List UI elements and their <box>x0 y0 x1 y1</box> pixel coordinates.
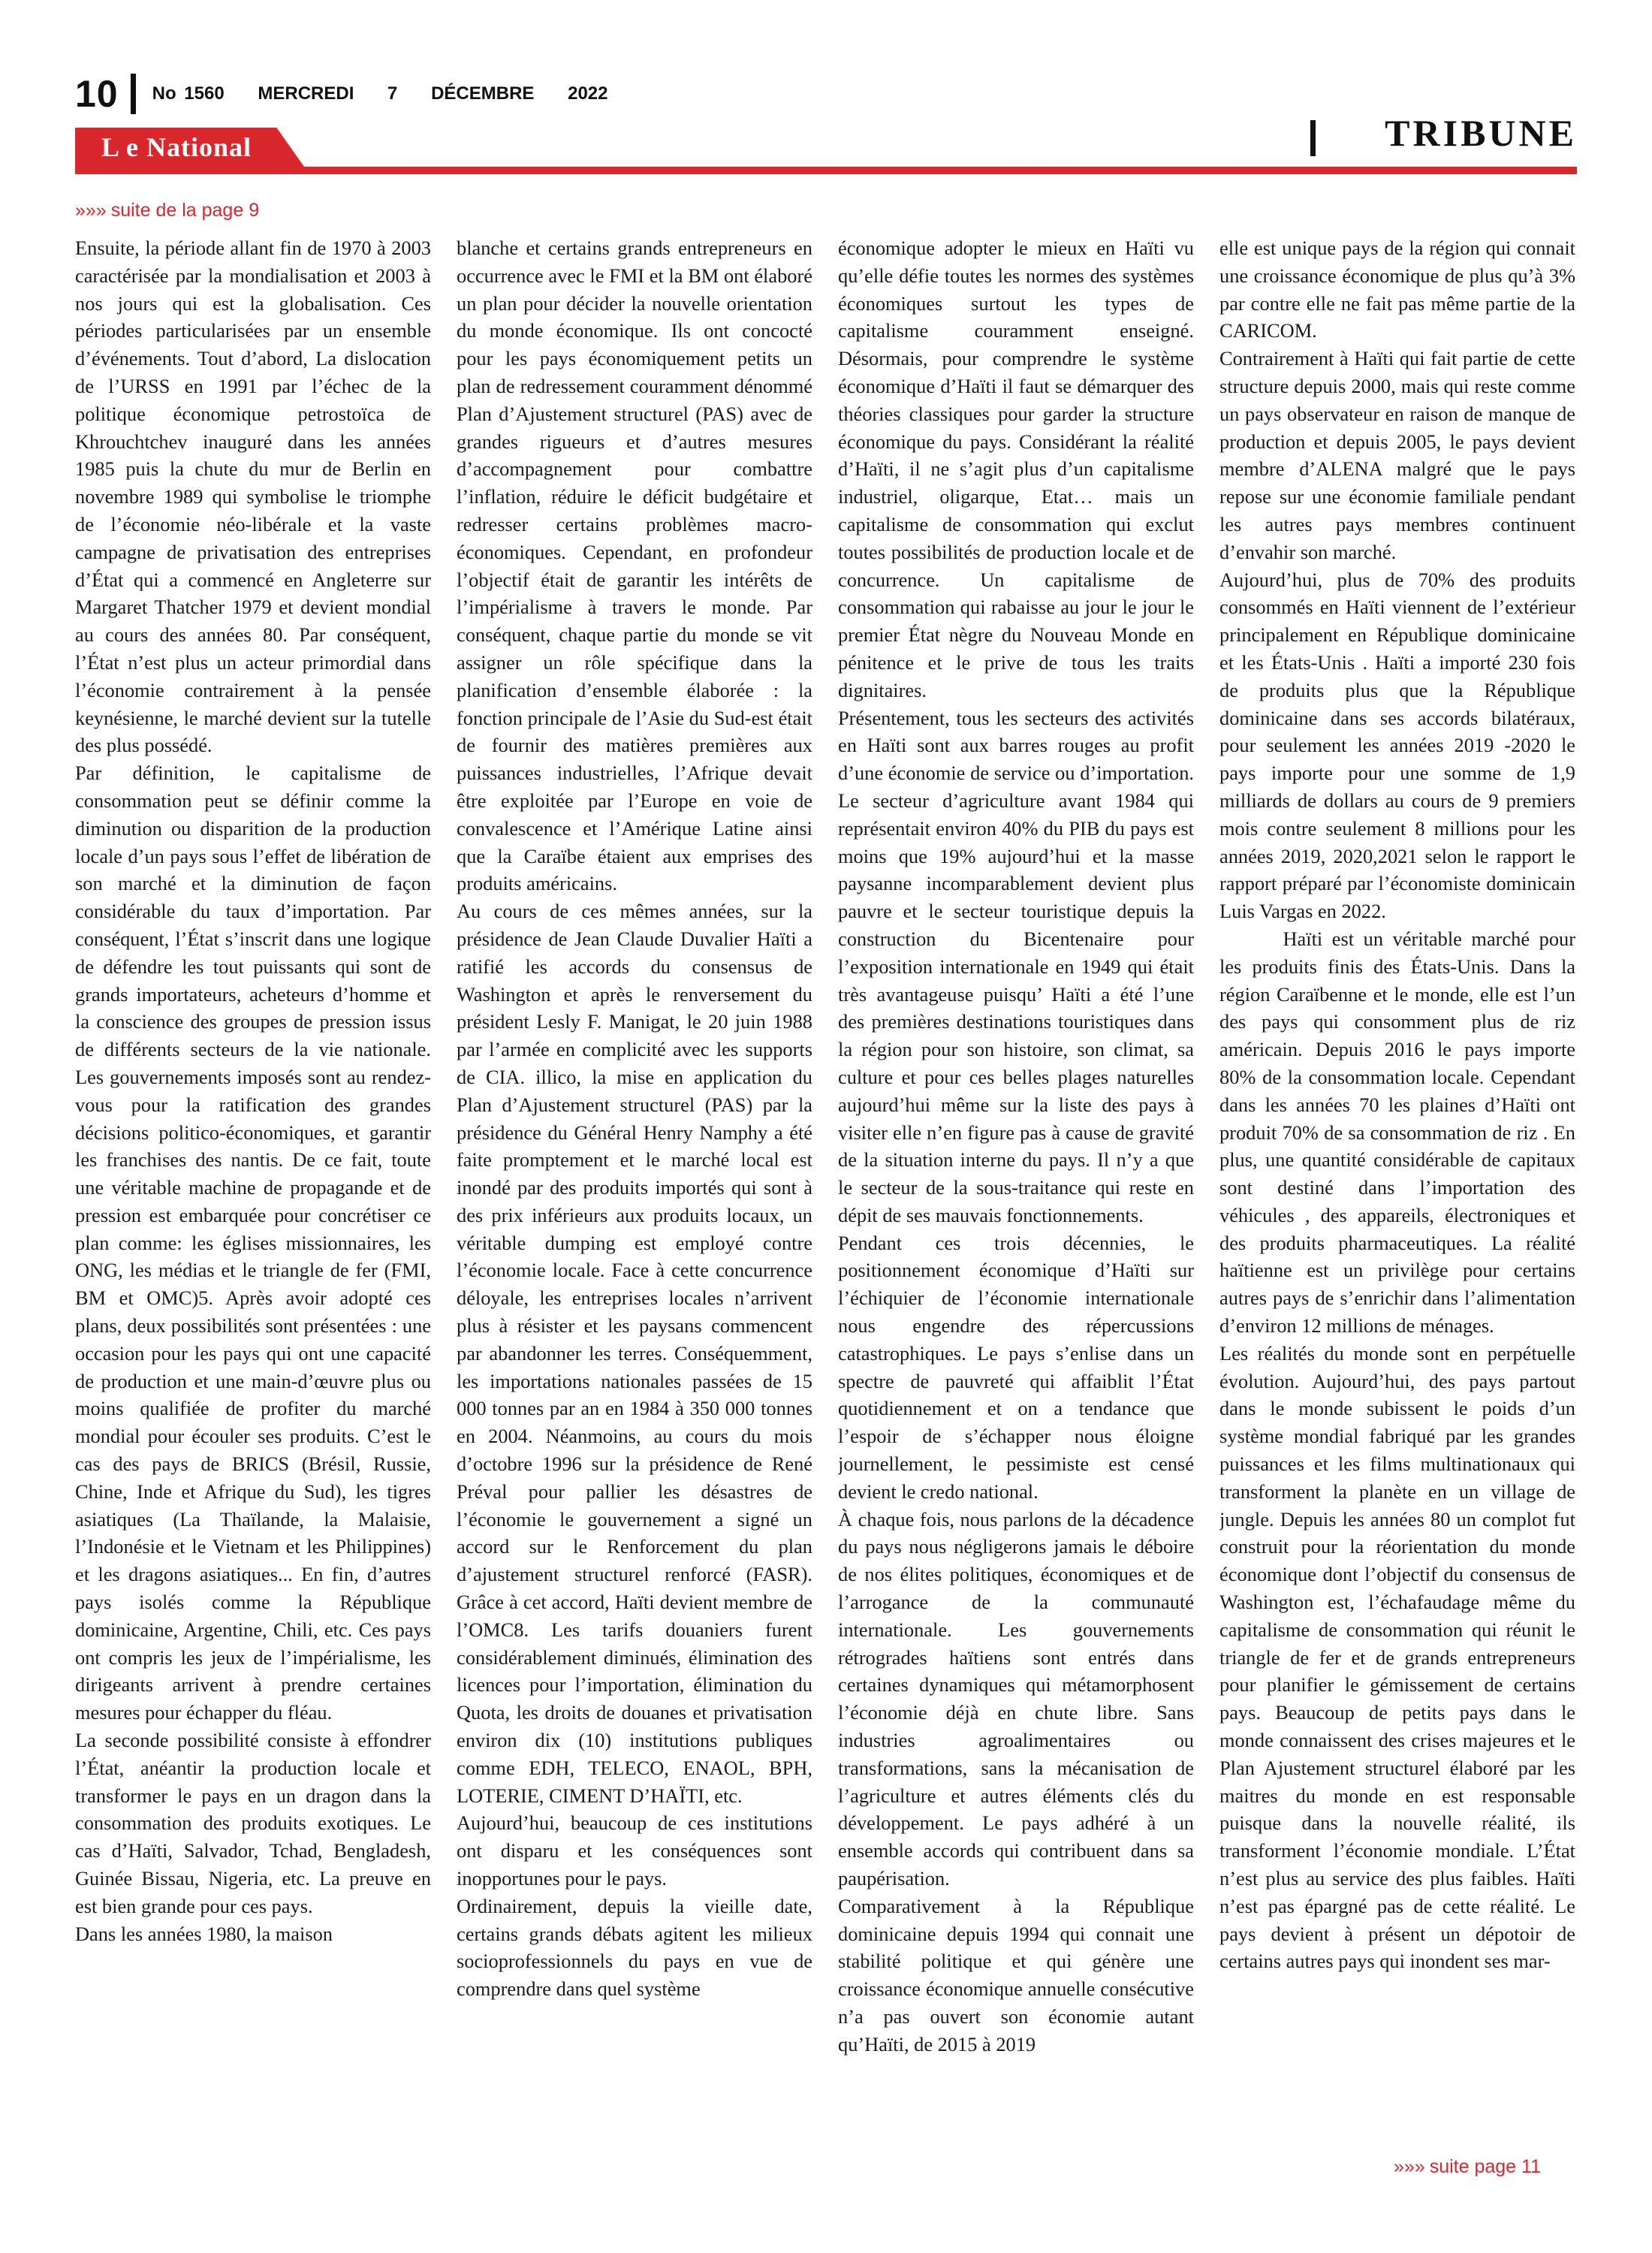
paragraph: Aujourd’hui, plus de 70% des produits consommés en Haïti viennent de l’extérieur principalement en République dominicaine et les États-Unis . Haïti a importé 230 fois de produits plus que la République dominicaine dans ses accords bilatéraux, pour seulement les années 2019 -2020 le pays importe pour une somme de 1,9 milliards de dollars au cours de 9 premiers mois contre seulement 8 millions pour les années 2019, 2020,2021 selon le rapport le rapport préparé par l’économiste dominicain Luis Vargas en 2022. <box>1219 568 1575 923</box>
paragraph: elle est unique pays de la région qui connait une croissance économique de plus qu’à 3% par contre elle ne fait pas même partie de la CARICOM. <box>1219 237 1575 342</box>
issue-year: 2022 <box>568 83 608 104</box>
paragraph: Ordinairement, depuis la vieille date, certains grands débats agitent les milieux socioprofessionnels du pays en vue de comprendre dans quel système <box>457 1894 812 2001</box>
paragraph: Présentement, tous les secteurs des activités en Haïti sont aux barres rouges au profit d’une économie de service ou d’importation. Le secteur d’agriculture avant 1984 qui représentait environ 40% du PIB du pays est moins que 19% aujourd’hui et la masse paysanne incomparablement devient plus pauvre et le secteur touristique depuis la construction du Bicentenaire pour l’exposition internationale en 1949 qui était très avantageuse puisqu’ Haïti a été l’une des premières destinations touristiques dans la région pour son histoire, son climat, sa culture et pour ces belles plages naturelles aujourd’hui même sur la liste des pays à visiter elle n’en figure pas à cause de gravité de la situation interne du pays. Il n’y a que le secteur de la sous-traitance qui reste en dépit de ses mauvais fonctionnements. <box>838 706 1194 1226</box>
paragraph: Comparativement à la République dominicaine depuis 1994 qui connait une stabilité politique et qui génère une croissance économique annuelle consécutive n’a pas ouvert son économie autant qu’Haïti, de 2015 à 2019 <box>838 1894 1194 2055</box>
continued-to <box>1394 2156 1541 2178</box>
paragraph: À chaque fois, nous parlons de la décadence du pays nous négligerons jamais le déboire de nos élites politiques, économiques et de l’arrogance de la communauté internationale. Les gouvernements rétrogrades haïtiens sont entrés dans certaines dynamiques qui métamorphosent l’économie déjà en chute libre. Sans industries agroalimentaires ou transformations, sans la mécanisation de l’agriculture et autres éléments clés du développement. Le pays adhéré à un ensemble accords qui contribuent dans sa paupérisation. <box>838 1507 1194 1890</box>
paragraph: Contrairement à Haïti qui fait partie de cette structure depuis 2000, mais qui reste comme un pays observateur en raison de manque de production et depuis 2005, le pays devient membre d’ALENA malgré que le pays repose sur une économie familiale pendant les autres pays membres continuent d’envahir son marché. <box>1219 347 1575 563</box>
issue-month: DÉCEMBRE <box>431 83 535 104</box>
paragraph: Pendant ces trois décennies, le positionnement économique d’Haïti sur l’échiquier de l’économie internationale nous engendre des répercussions catastrophiques. Le pays s’enlise dans un spectre de pauvreté qui affaiblit l’État quotidiennement et on a tendance que l’espoir de s’échapper nous éloigne journellement, le pessimiste est censé devient le credo national. <box>838 1231 1194 1503</box>
issue-meta <box>152 83 634 104</box>
page-header <box>75 71 633 116</box>
paragraph: La seconde possibilité consiste à effondrer l’État, anéantir la production locale et transformer le pays en un dragon dans la consommation des produits exotiques. Le cas d’Haïti, Salvador, Tchad, Bengladesh, Guinée Bissau, Nigeria, etc. La preuve en est bien grande pour ces pays. <box>75 1729 431 1917</box>
paragraph: Dans les années 1980, la maison <box>75 1922 333 1945</box>
article-column-1 <box>75 234 431 2127</box>
issue-day: 7 <box>387 83 398 104</box>
paragraph: blanche et certains grands entrepreneurs en occurrence avec le FMI et la BM ont élaboré un plan pour décider la nouvelle orientation du monde économique. Ils ont concocté pour les pays économiquement petits un plan de redressement couramment dénommé Plan d’Ajustement structurel (PAS) avec de grandes rigueurs et d’autres mesures d’accompagnement pour combattre l’inflation, réduire le déficit budgétaire et redresser certains problèmes macro-économiques. Cependant, en profondeur l’objectif était de garantir les intérêts de l’impérialisme à travers le monde. Par conséquent, chaque partie du monde se vit assigner un rôle spécifique dans la planification d’ensemble élaborée : la fonction principale de l’Asie du Sud-est était de fournir des matières premières aux puissances industrielles, l’Afrique devait être exploitée par l’Europe en voie de convalescence et l’Amérique Latine ainsi que la Caraïbe étaient aux emprises des produits américains. <box>457 237 812 895</box>
issue-number: No 1560 <box>152 83 225 104</box>
section-title: TRIBUNE <box>1385 112 1577 154</box>
paragraph: Ensuite, la période allant fin de 1970 à 2003 caractérisée par la mondialisation et 2003 à nos jours qui est la globalisation. Ces périodes particularisées par un ensemble d’événements. Tout d’abord, La dislocation de l’URSS en 1991 par l’échec de la politique économique petrostoïca de Khrouchtchev inauguré dans les années 1985 puis la chute du mur de Berlin en novembre 1989 qui symbolise le triomphe de l’économie néo-libérale et la vaste campagne de privatisation des entreprises d’État qui a commencé en Angleterre sur Margaret Thatcher 1979 et devient mondial au cours des années 80. Par conséquent, l’État n’est plus un acteur primordial dans l’économie contrairement à la pensée keynésienne, le marché devient sur la tutelle des plus possédé. <box>75 237 431 757</box>
paragraph: Les réalités du monde sont en perpétuelle évolution. Aujourd’hui, des pays partout dans le monde subissent le poids d’un système mondial fabriqué par les grandes puissances et les films multinationaux qui transforment la planète en un village de jungle. Depuis les années 80 un complot fut construit pour la réorientation du monde économique dont l’objectif du consensus de Washington est, l’échafaudage même du capitalisme de consommation qui réunit le triangle de fer et de grands entrepreneurs pour planifier le gémissement de certains pays. Beaucoup de petits pays dans le monde connaissent des crises majeures et le Plan Ajustement structurel élaboré par les maitres du monde en est responsable puisque dans la nouvelle réalité, ils transforment l’économie mondiale. L’État n’est plus au service des plus faibles. Haïti n’est pas épargné pas de cette réalité. Le pays devient à présent un dépotoir de certains autres pays qui inondent ses mar- <box>1219 1341 1575 1973</box>
continued-arrows: »»» <box>75 200 107 221</box>
header-divider <box>131 74 136 114</box>
header-rule <box>75 167 1577 174</box>
paragraph: Aujourd’hui, beaucoup de ces institutions ont disparu et les conséquences sont inopportunes pour le pays. <box>457 1811 812 1890</box>
paragraph: Haïti est un véritable marché pour les produits finis des États-Unis. Dans la région Caraïbenne et le monde, elle est l’un des pays qui consomment plus de riz américain. Depuis 2016 le pays importe 80% de la consommation locale. Cependant dans les années 70 les plaines d’Haïti ont produit 70% de sa consommation de riz . En plus, une quantité considérable de capitaux sont destiné dans l’importation des véhicules , des appareils, électroniques et des produits pharmaceutiques. La réalité haïtienne est un privilège pour certains autres pays de s’enrichir dans l’alimentation d’environ 12 millions de ménages. <box>1219 927 1575 1338</box>
paragraph: Au cours de ces mêmes années, sur la présidence de Jean Claude Duvalier Haïti a ratifié les accords du consensus de Washington et après le renversement du président Lesly F. Manigat, le 20 juin 1988 par l’armée en complicité avec les supports de CIA. illico, la mise en application du Plan d’Ajustement structurel (PAS) par la présidence du Général Henry Namphy a été faite promptement et le marché local est inondé par des produits importés qui sont à des prix inférieurs aux produits locaux, un véritable dumping est employé contre l’économie locale. Face à cette concurrence déloyale, les entreprises locales n’arrivent plus à résister et les paysans commencent par abandonner les terres. Conséquemment, les importations nationales passées de 15 000 tonnes par an en 1984 à 350 000 tonnes en 2004. Néanmoins, au cours du mois d’octobre 1996 sur la présidence de René Préval pour pallier les désastres de l’économie le gouvernement a signé un accord sur le Renforcement du plan d’ajustement structurel renforcé (FASR). Grâce à cet accord, Haïti devient membre de l’OMC8. Les tarifs douaniers furent considérablement diminués, élimination des licences pour l’importation, élimination du Quota, les droits de douanes et privatisation environ dix (10) institutions publiques comme EDH, TELECO, ENAOL, BPH, LOTERIE, CIMENT D’HAÏTI, etc. <box>457 900 812 1807</box>
continued-to-text: suite page 11 <box>1429 2156 1541 2177</box>
continued-from <box>75 200 259 222</box>
article-column-3 <box>838 234 1194 2127</box>
article-column-2 <box>457 234 812 2127</box>
continued-arrows: »»» <box>1394 2156 1425 2177</box>
brand-name: L e National <box>101 132 252 162</box>
paragraph: Par définition, le capitalisme de consommation peut se définir comme la diminution ou disparition de la production locale d’un pays sous l’effet de libération de son marché et la diminution de façon considérable du taux d’importation. Par conséquent, l’État s’inscrit dans une logique de défendre les tout puissants qui sont de grands importateurs, acheteurs d’homme et la conscience des groupes de pression issus de différents secteurs de la vie nationale. Les gouvernements imposés sont au rendez-vous pour la ratification des grandes décisions politico-économiques, et garantir les franchises des nantis. De ce fait, toute une véritable machine de propagande et de pression est embarquée pour concrétiser ce plan comme: les églises missionnaires, les ONG, les médias et le triangle de fer (FMI, BM et OMC)5. Après avoir adopté ces plans, deux possibilités sont présentées : une occasion pour les pays qui ont une capacité de production et une main-d’œuvre plus ou moins qualifiée de profiter du marché mondial pour écouler ses produits. C’est le cas des pays de BRICS (Brésil, Russie, Chine, Inde et Afrique du Sud), les tigres asiatiques (La Thaïlande, la Malaisie, l’Indonésie et le Vietnam et les Philippines) et les dragons asiatiques... En fin, d’autres pays isolés comme la République dominicaine, Argentine, Chili, etc. Ces pays ont compris les jeux de l’impérialisme, les dirigeants arrivent à prendre certaines mesures pour échapper du fléau. <box>75 762 431 1724</box>
article-column-4 <box>1219 234 1575 2127</box>
continued-from-text: suite de la page 9 <box>110 200 260 221</box>
section-divider <box>1310 120 1316 156</box>
paragraph: économique adopter le mieux en Haïti vu qu’elle défie toutes les normes des systèmes économiques surtout les types de capitalisme couramment enseigné. Désormais, pour comprendre le système économique d’Haïti il faut se démarquer des théories classiques pour garder la structure économique du pays. Considérant la réalité d’Haïti, il ne s’agit plus d’un capitalisme industriel, oligarque, Etat… mais un capitalisme de consommation qui exclut toutes possibilités de production locale et de concurrence. Un capitalisme de consommation qui rabaisse au jour le jour le premier État nègre du Nouveau Monde en pénitence et le prive de tous les traits dignitaires. <box>838 237 1194 701</box>
page-number: 10 <box>75 73 119 115</box>
issue-weekday: MERCREDI <box>258 83 354 104</box>
